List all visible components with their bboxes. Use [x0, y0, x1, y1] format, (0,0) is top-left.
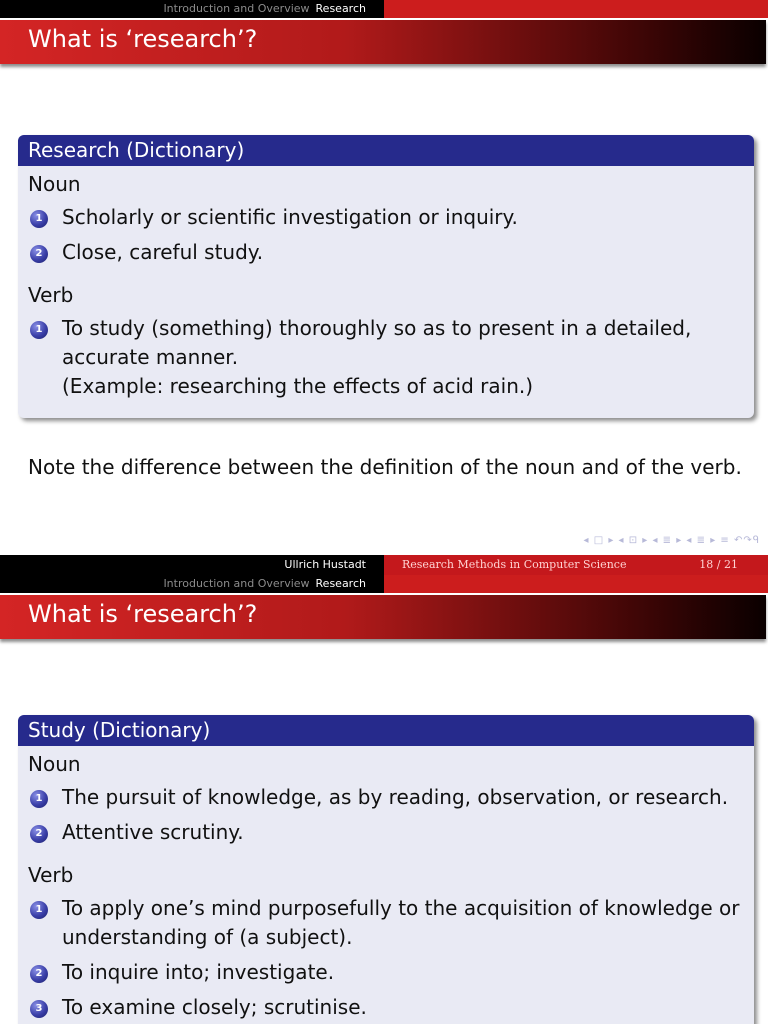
verb-section	[28, 861, 744, 1022]
list-item	[28, 783, 744, 812]
list-item	[28, 894, 744, 952]
list-item-text: Scholarly or scientific investigation or inquiry.	[62, 205, 518, 229]
list-item	[28, 958, 744, 987]
slide-nav-header	[0, 575, 768, 593]
slide-footer	[0, 555, 768, 575]
frame-title-bar	[0, 595, 766, 639]
enum-ball-icon: 1	[30, 210, 48, 228]
section-nav	[0, 575, 384, 593]
frame-title: What is ‘research’?	[28, 600, 258, 628]
definition-block-research	[18, 135, 754, 418]
slide-nav-header	[0, 0, 768, 18]
frame-title-bar	[0, 20, 766, 64]
list-item-text: To inquire into; investigate.	[62, 960, 335, 984]
enum-ball-icon: 2	[30, 825, 48, 843]
noun-list	[28, 203, 744, 267]
nav-header-red-area	[384, 575, 768, 593]
list-item	[28, 314, 744, 401]
enum-ball-icon: 3	[30, 1000, 48, 1018]
list-item-text: (Example: researching the effects of acid rain.)	[62, 374, 534, 398]
list-item-text: To examine closely; scrutinise.	[62, 995, 367, 1019]
footer-title: Research Methods in Computer Science	[402, 558, 627, 571]
nav-subsection-link[interactable]: Research	[315, 2, 366, 15]
noun-list	[28, 783, 744, 847]
list-item	[28, 238, 744, 267]
frame-title: What is ‘research’?	[28, 25, 258, 53]
nav-section-link[interactable]: Introduction and Overview	[163, 577, 310, 590]
list-item	[28, 203, 744, 232]
footer-title-area	[384, 555, 768, 575]
enum-ball-icon: 1	[30, 321, 48, 339]
block-heading: Research (Dictionary)	[18, 135, 754, 166]
list-item-text: accurate manner.	[62, 345, 239, 369]
block-heading: Study (Dictionary)	[18, 715, 754, 746]
beamer-navigation-icons[interactable]: ◂ □ ▸ ◂ ⊡ ▸ ◂ ≣ ▸ ◂ ≣ ▸ ≡ ↶↷ᑫ	[583, 535, 760, 546]
enum-ball-icon: 1	[30, 790, 48, 808]
list-item-text: Attentive scrutiny.	[62, 820, 244, 844]
verb-section	[28, 281, 744, 401]
enum-ball-icon: 1	[30, 901, 48, 919]
noun-section	[28, 170, 744, 267]
nav-subsection-link[interactable]: Research	[315, 577, 366, 590]
list-item-text: To study (something) thoroughly so as to present in a detailed,	[62, 316, 692, 340]
verb-label: Verb	[28, 863, 74, 887]
list-item-text: To apply one’s mind purposefully to the acquisition of knowledge or	[62, 896, 740, 920]
verb-list	[28, 314, 744, 401]
section-nav	[0, 0, 384, 18]
block-body	[18, 166, 754, 401]
enum-ball-icon: 2	[30, 245, 48, 263]
enum-ball-icon: 2	[30, 965, 48, 983]
block-body	[18, 746, 754, 1022]
list-item	[28, 818, 744, 847]
noun-label: Noun	[28, 752, 81, 776]
footer-page-number: 18 / 21	[699, 558, 738, 571]
verb-list	[28, 894, 744, 1022]
nav-header-red-area	[384, 0, 768, 18]
nav-section-link[interactable]: Introduction and Overview	[163, 2, 310, 15]
verb-label: Verb	[28, 283, 74, 307]
footer-author-area	[0, 555, 384, 575]
list-item	[28, 993, 744, 1022]
list-item-text: Close, careful study.	[62, 240, 264, 264]
footer-author: Ullrich Hustadt	[284, 558, 366, 571]
definition-block-study	[18, 715, 754, 1024]
noun-label: Noun	[28, 172, 81, 196]
note-text: Note the difference between the definition of the noun and of the verb.	[28, 455, 742, 479]
list-item-text: The pursuit of knowledge, as by reading, observation, or research.	[62, 785, 729, 809]
noun-section	[28, 750, 744, 847]
list-item-text: understanding of (a subject).	[62, 925, 353, 949]
